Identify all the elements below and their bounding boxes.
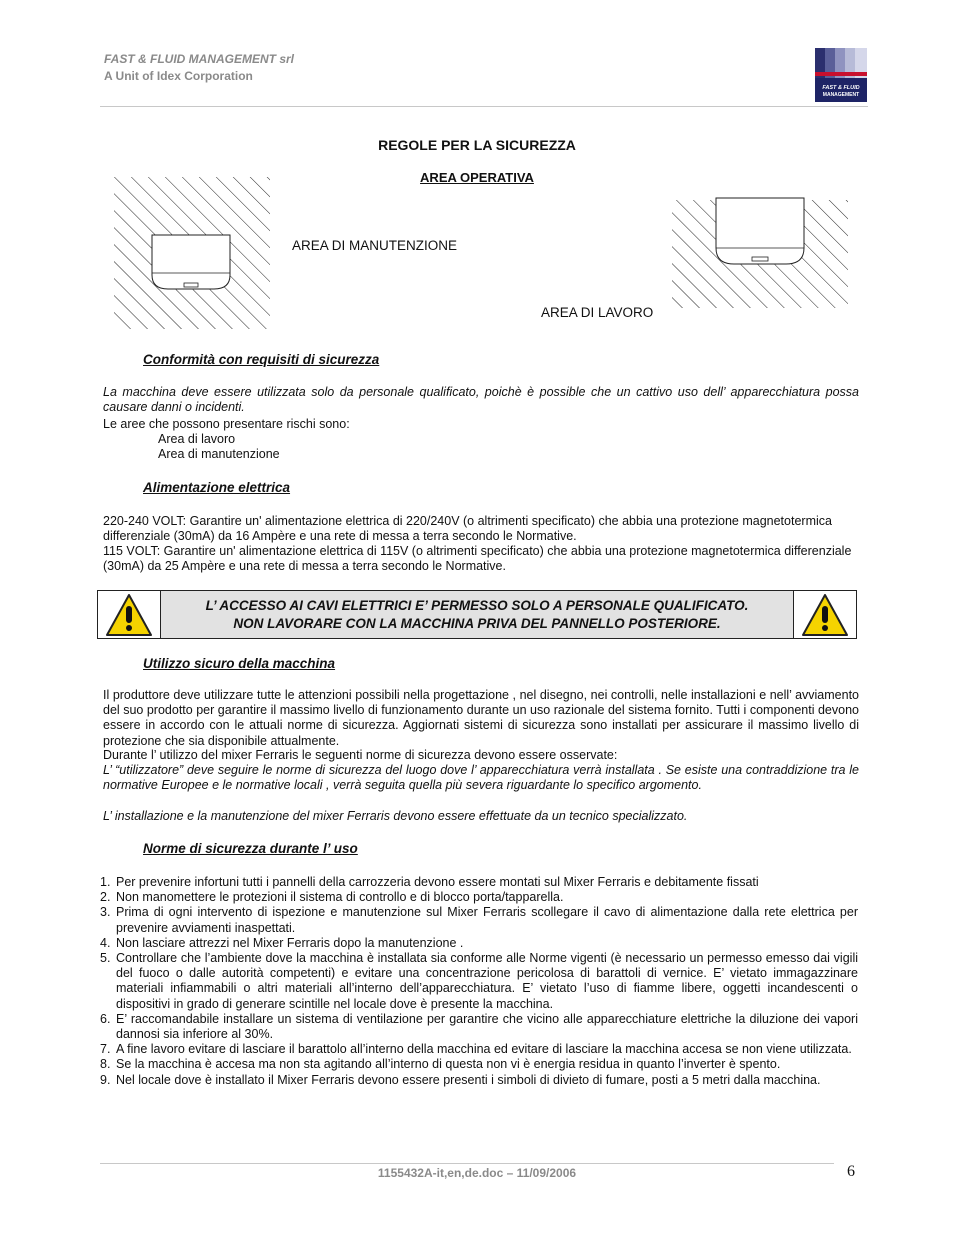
page-number: 6 bbox=[847, 1163, 855, 1180]
list-item: 1. Per prevenire infortuni tutti i pannelli della carrozzeria devono essere montati sul Mixer Ferraris e debitamente fissati bbox=[100, 875, 759, 889]
list-item: 3. Prima di ogni intervento di ispezione e manutenzione sul Mixer Ferraris scollegare il cavo di alimentazione dalla rete elettrica per prevenire avviamenti inaspettati. bbox=[100, 905, 858, 935]
page-title: REGOLE PER LA SICUREZZA bbox=[378, 137, 576, 153]
warning-box bbox=[97, 590, 857, 639]
company-unit: A Unit of Idex Corporation bbox=[104, 69, 253, 83]
section-heading-conformity: Conformità con requisiti di sicurezza bbox=[143, 352, 380, 367]
list-item: 5. Controllare che l’ambiente dove la macchina è installata sia conforme alle Norme vigenti (è necessario un permesso emesso dai vigili del fuoco o dalle autorità competenti) e evitare una concentrazione pericolosa di barattoli di vernice. E’ vietato immagazzinare materiali infiammabili o altri materiali all’interno dell’apparecchiatura. E’ vietato l’uso di fiamme libere, oggetti incandescenti o dispositivi in grado di generare scintille nel locale dove è presente la macchina. bbox=[100, 951, 858, 1011]
safe-use-paragraph: Il produttore deve utilizzare tutte le attenzioni possibili nella progettazione , nel disegno, nei controlli, nelle installazioni e nell’ avviamento del suo prodotto per garantire il massimo livello di funzionamento durante un uso razionale del sistema fornito. Tutti i componenti devono essere in accordo con le attuali norme di sicurezza. Aggiornati sistemi di sicurezza sono installati per assicurare il massimo livello di protezione che sia disponibile attualmente. bbox=[103, 688, 859, 748]
list-item: 7. A fine lavoro evitare di lasciare il barattolo all’interno della macchina ed evitare di lasciare la macchina accesa se non viene utilizzata. bbox=[100, 1042, 852, 1057]
maintenance-area-diagram bbox=[114, 177, 270, 329]
user-rules-paragraph: L’ “utilizzatore” deve seguire le norme di sicurezza del luogo dove l’ apparecchiatura verrà installata . Se esiste una contraddizione tra le normative Europee e le normative locali , verrà seguita quella più severa riguardante lo specifico argomento. bbox=[103, 763, 859, 793]
svg-text:FAST & FLUID: FAST & FLUID bbox=[822, 85, 860, 91]
list-item: 9. Nel locale dove è installato il Mixer Ferraris devono essere presenti i simboli di divieto di fumare, posti a 5 metri dalla macchina. bbox=[100, 1072, 821, 1087]
power-220-paragraph: 220-240 VOLT: Garantire un' alimentazione elettrica di 220/240V (o altrimenti specificato) che abbia una protezione magnetotermica differenziale (30mA) da 16 Ampère e una rete di messa a terra secondo le Normative. bbox=[103, 514, 832, 544]
warning-icon bbox=[98, 591, 161, 638]
maintenance-area-label: AREA DI MANUTENZIONE bbox=[292, 238, 458, 253]
section-heading-power: Alimentazione elettrica bbox=[143, 480, 291, 495]
safe-use-intro: Durante l’ utilizzo del mixer Ferraris le seguenti norme di sicurezza devono essere osservate: bbox=[103, 748, 618, 762]
work-area-diagram bbox=[672, 196, 848, 308]
risk-area-item: Area di manutenzione bbox=[158, 447, 280, 461]
warning-line-2: NON LAVORARE CON LA MACCHINA PRIVA DEL PANNELLO POSTERIORE. bbox=[233, 615, 721, 631]
installation-paragraph: L’ installazione e la manutenzione del mixer Ferraris devono essere effettuate da un tecnico specializzato. bbox=[103, 809, 688, 823]
header-divider bbox=[100, 106, 868, 107]
company-logo bbox=[815, 48, 867, 102]
diagram-heading: AREA OPERATIVA bbox=[420, 170, 534, 185]
section-heading-safe-use: Utilizzo sicuro della macchina bbox=[143, 656, 336, 671]
list-item: 2. Non manomettere le protezioni il sistema di controllo e di blocco porta/tapparella. bbox=[100, 890, 564, 905]
power-115-paragraph: 115 VOLT: Garantire un' alimentazione elettrica di 115V (o altrimenti specificato) che abbia una protezione magnetotermica differenziale (30mA) da 25 Ampère e una rete di messa a terra secondo le Normative. bbox=[103, 544, 852, 574]
warning-icon bbox=[793, 591, 856, 638]
list-item: 6. E’ raccomandabile installare un sistema di ventilazione per garantire che vicino alle apparecchiature elettriche la diluzione dei vapori dannosi sia inferiore al 30%. bbox=[100, 1011, 858, 1042]
svg-text:MANAGEMENT: MANAGEMENT bbox=[822, 92, 860, 98]
list-item: 8. Se la macchina è accesa ma non sta agitando all’interno di questa non vi è energia residua in quanto l’inverter è spento. bbox=[100, 1057, 781, 1072]
section-heading-rules: Norme di sicurezza durante l’ uso bbox=[143, 841, 358, 856]
footer-document-id: 1155432A-it,en,de.doc – 11/09/2006 bbox=[377, 1166, 577, 1180]
risk-areas-intro: Le aree che possono presentare rischi sono: bbox=[103, 417, 350, 431]
warning-line-1: L’ ACCESSO AI CAVI ELETTRICI E’ PERMESSO SOLO A PERSONALE QUALIFICATO. bbox=[205, 597, 749, 613]
work-area-label: AREA DI LAVORO bbox=[541, 305, 654, 320]
conformity-paragraph: La macchina deve essere utilizzata solo da personale qualificato, poichè è possible che un cattivo uso dell’ apparecchiatura possa causare danni o incidenti. bbox=[103, 385, 859, 415]
footer-divider bbox=[100, 1163, 834, 1164]
rules-list bbox=[100, 875, 858, 1088]
company-name: FAST & FLUID MANAGEMENT srl bbox=[104, 52, 295, 66]
list-item: 4. Non lasciare attrezzi nel Mixer Ferraris dopo la manutenzione . bbox=[100, 935, 464, 950]
risk-area-item: Area di lavoro bbox=[158, 432, 236, 446]
